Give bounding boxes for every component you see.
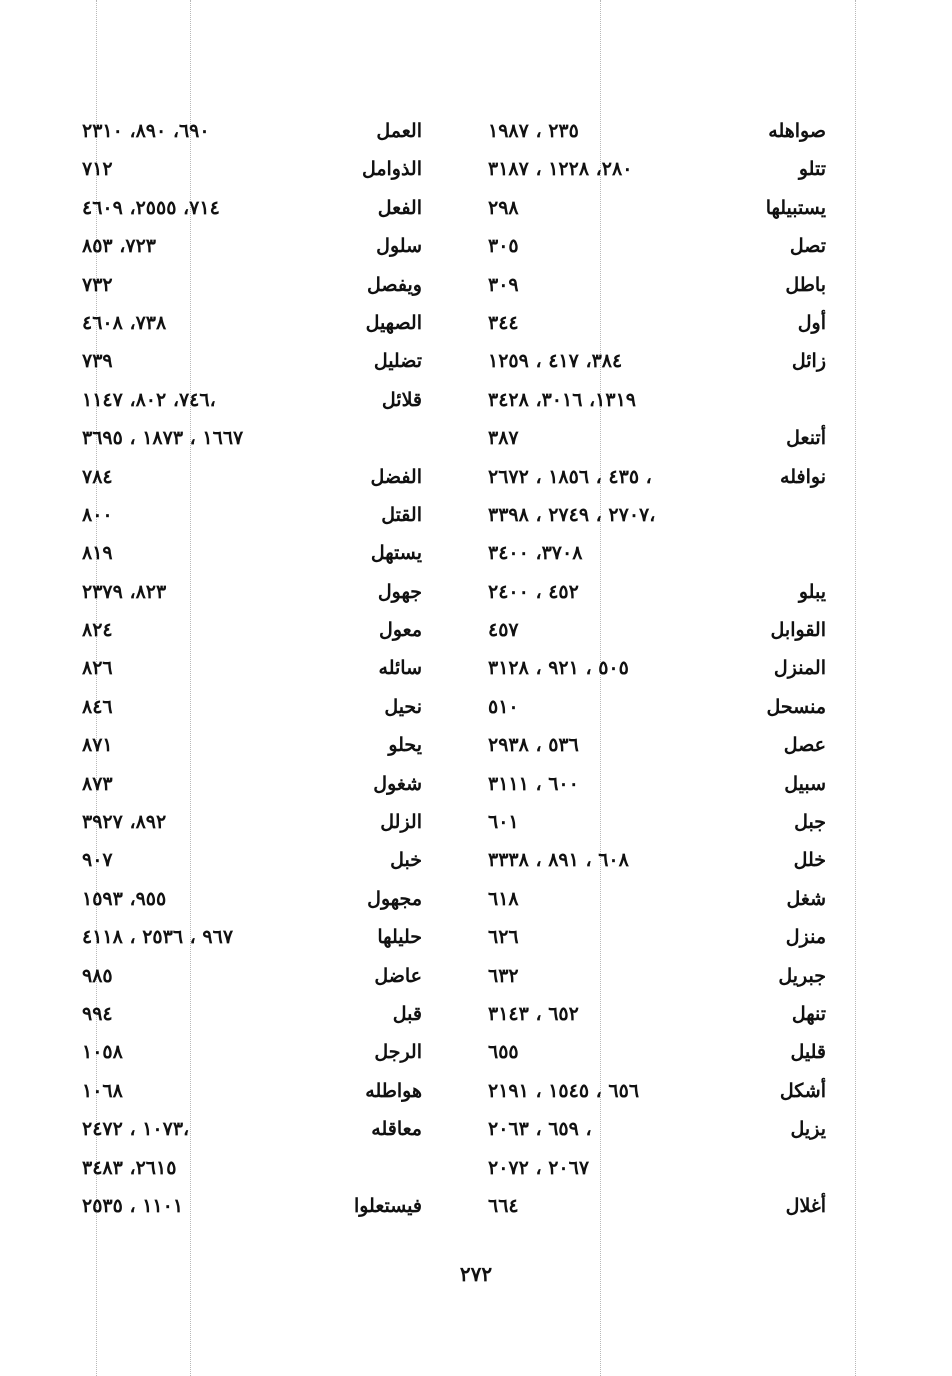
index-row — [0, 1187, 952, 1225]
right-references: ٢٣٥ ، ١٩٨٧ — [488, 120, 579, 142]
right-references: ٦٠٨ ، ٨٩١ ، ٣٣٣٨ — [488, 849, 629, 872]
right-references: ٤٥٢ ، ٢٤٠٠ — [488, 580, 579, 603]
right-word: جبريل — [778, 964, 826, 987]
index-row — [0, 112, 952, 150]
right-references: ٦٦٤ — [488, 1194, 519, 1217]
left-word: الفعل — [377, 196, 422, 219]
left-word: القتل — [381, 503, 422, 526]
right-word: زائل — [791, 350, 826, 373]
left-word: يحلو — [388, 734, 422, 757]
index-row — [0, 381, 952, 419]
right-references: ٦٥٩ ، ٢٠٦٣ ، — [488, 1118, 592, 1141]
right-word: خلل — [793, 849, 826, 872]
right-word: تتلو — [798, 158, 826, 181]
right-word: نوافله — [780, 465, 826, 488]
left-references: ١٠٥٨ — [82, 1041, 123, 1064]
left-references: ٧٣٢ — [82, 273, 113, 296]
left-references: ٧٣٨، ٤٦٠٨ — [82, 311, 167, 334]
index-row — [0, 189, 952, 227]
right-references: ٣٠٩ — [488, 273, 519, 296]
left-word: يستهل — [370, 542, 422, 565]
left-references: ٧١٤، ٢٥٥٥، ٤٦٠٩ — [82, 196, 220, 219]
left-word: معاقله — [371, 1118, 422, 1141]
left-word: جهول — [377, 580, 422, 603]
right-references: ٣٨٧ — [488, 427, 519, 450]
left-word: تضليل — [373, 350, 422, 373]
left-word: ويفصل — [367, 273, 422, 296]
left-word: هواطله — [365, 1079, 422, 1102]
index-row — [0, 419, 952, 457]
index-row — [0, 266, 952, 304]
left-word: معول — [379, 619, 422, 642]
right-word: منزل — [785, 926, 826, 949]
left-word: الرجل — [374, 1041, 422, 1064]
left-word: خبل — [390, 849, 422, 872]
index-row — [0, 1033, 952, 1071]
index-row — [0, 1110, 952, 1148]
left-references: ٦٩٠، ٨٩٠، ٢٣١٠ — [82, 120, 210, 142]
right-word: القوابل — [770, 619, 826, 642]
right-word: شغل — [786, 887, 826, 910]
right-word: منسحل — [766, 695, 826, 718]
left-word: نحيل — [384, 695, 422, 718]
right-references: ٦٢٦ — [488, 926, 519, 949]
index-row — [0, 534, 952, 572]
index-row — [0, 688, 952, 726]
right-references: ٦١٨ — [488, 887, 519, 910]
right-word: قليل — [790, 1041, 826, 1064]
right-word: يستبيلها — [765, 196, 826, 219]
left-word: الذوامل — [361, 158, 422, 181]
left-references: ٨٠٠ — [82, 503, 113, 526]
right-references: ٣٤٤ — [488, 311, 519, 334]
index-row — [0, 458, 952, 496]
right-word: سبيل — [784, 772, 826, 795]
right-references: ٦٠٠ ، ٣١١١ — [488, 772, 579, 795]
right-word: عصل — [783, 734, 826, 757]
index-row — [0, 880, 952, 918]
left-references: ٨٢٦ — [82, 657, 113, 680]
right-references: ٥١٠ — [488, 695, 519, 718]
left-references: ١٠٦٨ — [82, 1079, 123, 1102]
left-references: ٨٤٦ — [82, 695, 113, 718]
left-references: ٩٠٧ — [82, 849, 113, 872]
left-references: ٨٢٤ — [82, 619, 113, 642]
right-references: ٢٠٦٧ ، ٢٠٧٢ — [488, 1156, 590, 1179]
left-word: العمل — [376, 120, 422, 142]
left-word: سائله — [378, 657, 422, 680]
left-references: ٩٩٤ — [82, 1002, 113, 1025]
left-references: ٧٢٣، ٨٥٣ — [82, 235, 156, 258]
left-references: ٩٥٥، ١٥٩٣ — [82, 887, 167, 910]
right-references: ٦٥٦ ، ١٥٤٥ ، ٢١٩١ — [488, 1079, 640, 1102]
left-references: ٨٩٢، ٣٩٢٧ — [82, 811, 167, 834]
right-references: ٦٥٥ — [488, 1041, 519, 1064]
left-references: ٨٧١ — [82, 734, 113, 757]
left-word: الزلل — [380, 811, 422, 834]
index-table — [0, 112, 952, 1225]
left-references: ٧٨٤ — [82, 465, 113, 488]
right-references: ٢٧٠٧ ، ٢٧٤٩ ، ٣٣٩٨، — [488, 503, 656, 526]
right-word: تنهل — [791, 1002, 826, 1025]
index-row — [0, 1149, 952, 1187]
page-number: ٢٧٢ — [459, 1262, 493, 1286]
left-references: ١٠٧٣ ، ٢٤٧٢، — [82, 1118, 190, 1141]
left-word: الصهيل — [365, 311, 422, 334]
right-references: ٦٠١ — [488, 811, 519, 834]
left-references: ٧٤٦، ٨٠٢، ١١٤٧، — [82, 388, 216, 411]
right-references: ٣٧٠٨، ٣٤٠٠ — [488, 542, 583, 565]
index-row — [0, 957, 952, 995]
right-references: ٣٨٤، ٤١٧ ، ١٢٥٩ — [488, 350, 623, 373]
left-references: ١١٠١ ، ٢٥٣٥ — [82, 1194, 184, 1217]
left-word: قلائل — [381, 388, 422, 411]
right-references: ٢٨٠، ١٢٢٨ ، ٣١٨٧ — [488, 158, 633, 181]
index-row — [0, 227, 952, 265]
right-word: تصل — [789, 235, 826, 258]
right-references: ٢٩٨ — [488, 196, 519, 219]
index-row — [0, 995, 952, 1033]
index-row — [0, 304, 952, 342]
left-word: سلول — [376, 235, 422, 258]
left-word: قبل — [392, 1002, 422, 1025]
right-word: أشكل — [779, 1079, 826, 1102]
index-row — [0, 1072, 952, 1110]
index-row — [0, 342, 952, 380]
right-word: المنزل — [773, 657, 826, 680]
right-references: ٥٣٦ ، ٢٩٣٨ — [488, 734, 579, 757]
right-word: جبل — [794, 811, 826, 834]
left-word: حليلها — [377, 926, 422, 949]
right-references: ٣٠٥ — [488, 235, 519, 258]
right-references: ٥٠٥ ، ٩٢١ ، ٣١٢٨ — [488, 657, 629, 680]
right-references: ٤٥٧ — [488, 619, 519, 642]
right-word: أغلال — [785, 1194, 826, 1217]
left-word: مجهول — [367, 887, 422, 910]
right-references: ٦٣٢ — [488, 964, 519, 987]
left-references: ٩٨٥ — [82, 964, 113, 987]
right-word: أول — [797, 311, 826, 334]
index-row — [0, 150, 952, 188]
index-row — [0, 841, 952, 879]
index-row — [0, 918, 952, 956]
index-row — [0, 573, 952, 611]
index-row — [0, 496, 952, 534]
left-word: فيستعلوا — [353, 1194, 422, 1217]
right-references: ١٣١٩، ٣٠١٦، ٣٤٢٨ — [488, 388, 636, 411]
left-word: شغول — [373, 772, 422, 795]
right-word: باطل — [785, 273, 826, 296]
left-references: ٩٦٧ ، ٢٥٣٦ ، ٤١١٨ — [82, 926, 234, 949]
right-references: ٤٣٥ ، ١٨٥٦ ، ٢٦٧٢ ، — [488, 465, 652, 488]
right-word: يبلو — [798, 580, 826, 603]
left-word: عاضل — [374, 964, 422, 987]
index-row — [0, 649, 952, 687]
left-references: ٨٢٣، ٢٣٧٩ — [82, 580, 167, 603]
left-references: ٨٧٣ — [82, 772, 113, 795]
right-word: أتنعل — [786, 427, 826, 450]
left-references: ٨١٩ — [82, 542, 113, 565]
left-references: ٧١٢ — [82, 158, 113, 181]
left-references: ٢٦١٥، ٣٤٨٣ — [82, 1156, 177, 1179]
index-row — [0, 803, 952, 841]
index-row — [0, 726, 952, 764]
right-references: ٦٥٢ ، ٣١٤٣ — [488, 1002, 579, 1025]
index-row — [0, 611, 952, 649]
index-row — [0, 765, 952, 803]
right-word: صواهله — [768, 120, 826, 142]
right-word: يزيل — [790, 1118, 826, 1141]
left-references: ١٦٦٧ ، ١٨٧٣ ، ٣٦٩٥ — [82, 427, 244, 450]
left-references: ٧٣٩ — [82, 350, 113, 373]
left-word: الفضل — [370, 465, 422, 488]
